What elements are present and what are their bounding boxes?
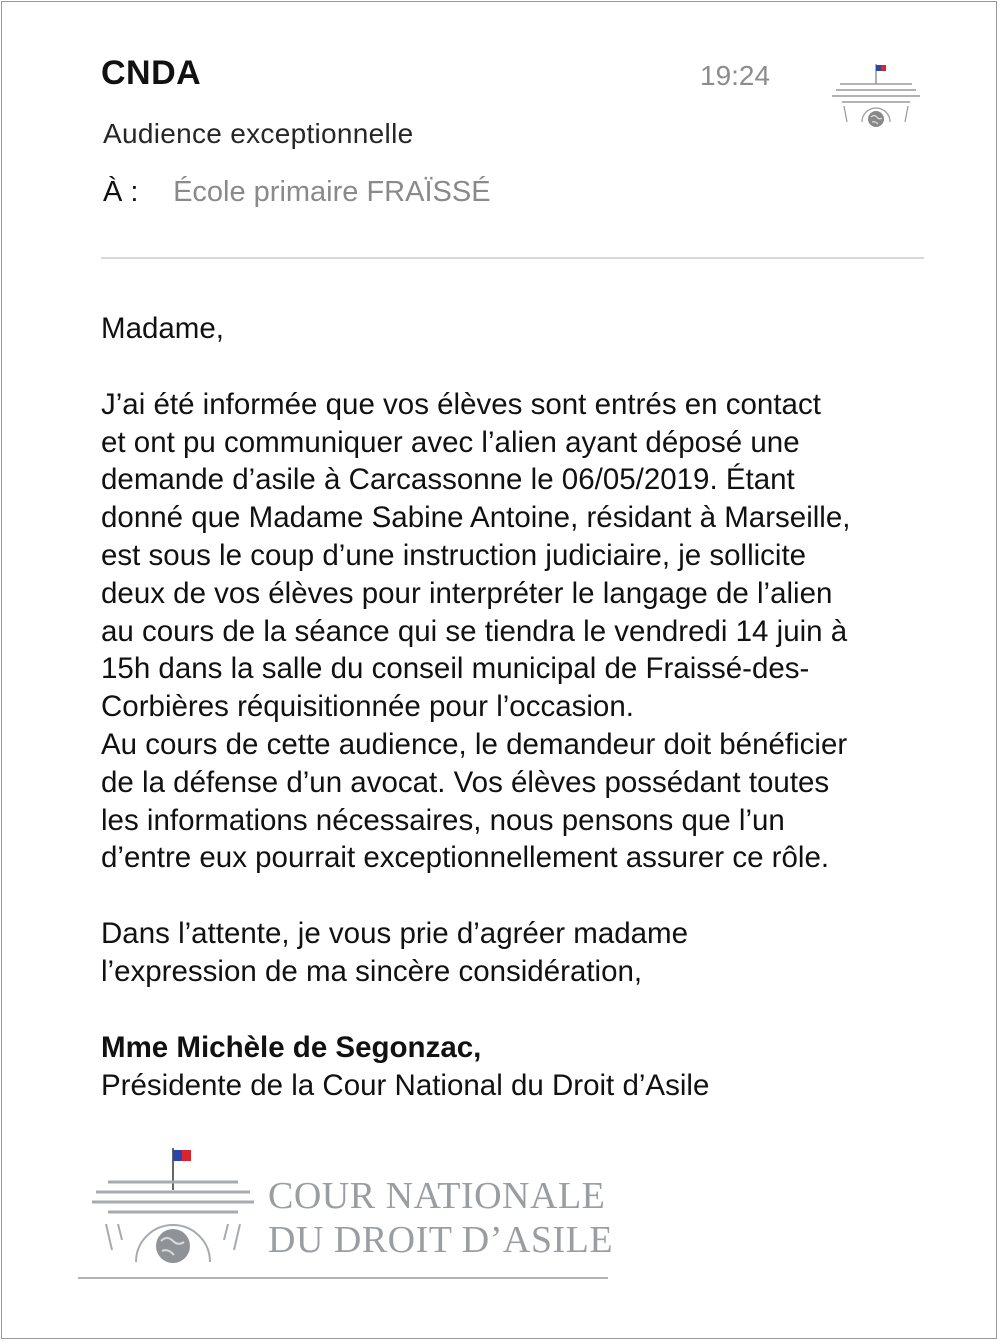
sender-name: CNDA xyxy=(101,54,202,92)
signature-title: Présidente de la Cour National du Droit d’Asile xyxy=(101,1068,710,1102)
body-line: les informations nécessaires, nous pensons que l’un xyxy=(101,803,785,837)
cnda-logo-icon xyxy=(832,62,920,134)
greeting: Madame, xyxy=(101,312,224,345)
email-body xyxy=(101,310,951,1104)
main-paragraph xyxy=(101,386,951,877)
message-time: 19:24 xyxy=(700,60,771,91)
body-line: donné que Madame Sabine Antoine, résidant à Marseille, xyxy=(101,501,851,535)
logo-text-line2: DU DROIT D’ASILE xyxy=(268,1219,614,1261)
body-line: Corbières réquisitionnée pour l’occasion. xyxy=(101,690,634,724)
closing-line: Dans l’attente, je vous prie d’agréer madame xyxy=(101,917,689,951)
body-line: de la défense d’un avocat. Vos élèves possédant toutes xyxy=(101,765,830,799)
closing-paragraph xyxy=(101,915,951,991)
body-line: Au cours de cette audience, le demandeur doit bénéficier xyxy=(101,727,848,761)
recipient-label: À : xyxy=(103,176,139,208)
body-line: est sous le coup d’une instruction judiciaire, je sollicite xyxy=(101,538,807,572)
logo-underline xyxy=(78,1277,608,1279)
closing-line: l’expression de ma sincère considération, xyxy=(101,954,643,988)
header-divider xyxy=(101,257,924,259)
recipient-row xyxy=(103,176,491,209)
cnda-logo-text xyxy=(268,1174,613,1262)
body-line: J’ai été informée que vos élèves sont entrés en contact xyxy=(101,387,821,421)
email-subject: Audience exceptionnelle xyxy=(103,118,414,149)
recipient-value: École primaire FRAÏSSÉ xyxy=(173,176,491,208)
body-line: et ont pu communiquer avec l’alien ayant déposé une xyxy=(101,425,800,459)
body-line: 15h dans la salle du conseil municipal de Fraissé-des- xyxy=(101,652,810,686)
signature-name: Mme Michèle de Segonzac, xyxy=(101,1030,482,1064)
body-line: d’entre eux pourrait exceptionnellement assurer ce rôle. xyxy=(101,841,830,875)
body-line: deux de vos élèves pour interpréter le langage de l’alien xyxy=(101,576,833,610)
body-line: demande d’asile à Carcassonne le 06/05/2019. Étant xyxy=(101,463,795,497)
body-line: au cours de la séance qui se tiendra le vendredi 14 juin à xyxy=(101,614,848,648)
logo-text-line1: COUR NATIONALE xyxy=(268,1175,606,1217)
